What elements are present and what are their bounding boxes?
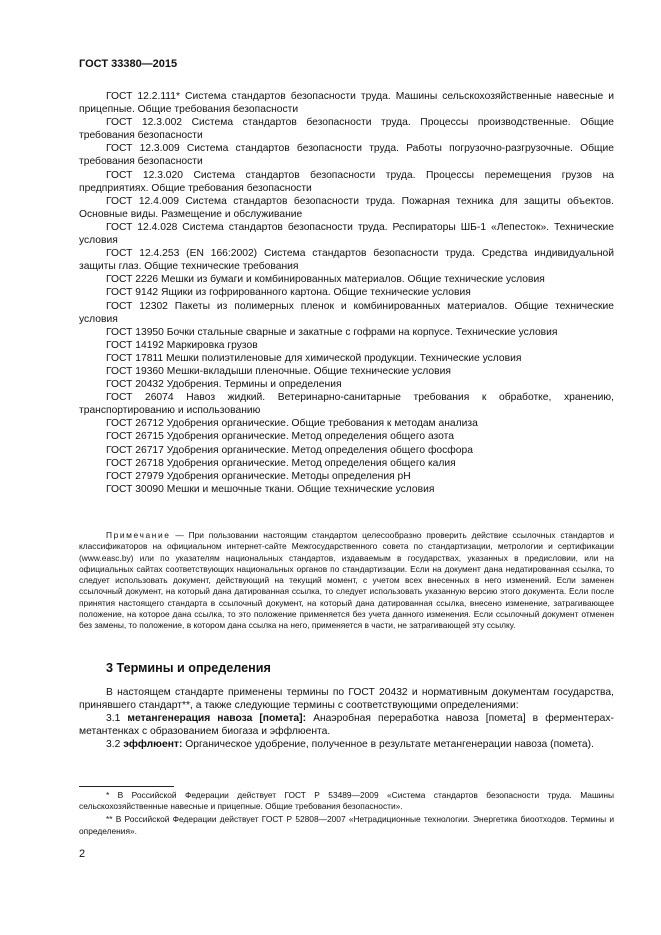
reference-item: ГОСТ 26718 Удобрения органические. Метод определения общего калия — [106, 457, 456, 469]
reference-item: ГОСТ 12302 Пакеты из полимерных пленок и комбинированных материалов. Общие технические условия — [79, 300, 614, 325]
footnote: * В Российской Федерации действует ГОСТ Р 53489—2009 «Система стандартов безопасности труда. Машины сельскохозяйственные навесные и прицепные. Общие требования безопасности». — [79, 790, 614, 812]
term-name: эффлюент: — [123, 739, 183, 751]
term-number: 3.2 — [106, 739, 124, 751]
reference-item: ГОСТ 13950 Бочки стальные сварные и закатные с гофрами на корпусе. Технические условия — [106, 326, 558, 338]
reference-item: ГОСТ 12.4.009 Система стандартов безопасности труда. Пожарная техника для защиты объектов. Основные виды. Размещение и обслуживание — [79, 195, 614, 220]
note-text: — При пользовании настоящим стандартом целесообразно проверить действие ссылочных стандартов и классификаторов на официальном интернет-сайте Межгосударственного совета по стандартизации, метрологии и сертификации (www.easc.by) или по указателям национальных стандартов, издаваемым в государствах, указанных в предисловии, или на официальных сайтах соответствующих национальных органов по стандартизации. Если на документ дана недатированная ссылка, то следует использовать документ, действующий на текущий момент, с учетом всех внесенных в него изменений. Если заменен ссылочный документ, на который дана датированная ссылка, то следует использовать указанную версию этого документа. Если после принятия настоящего стандарта в ссылочный документ, на который дана датированная ссылка, внесено изменение, затрагивающее положение, на которое дана ссылка, то это положение применяется без учета данного изменения. Если ссылочный документ отменен без замены, то положение, в котором дана ссылка на него, применяется в части, не затрагивающей эту ссылку. — [79, 530, 614, 630]
reference-item: ГОСТ 12.3.020 Система стандартов безопасности труда. Процессы перемещения грузов на предприятиях. Общие требования безопасности — [79, 169, 614, 194]
reference-item: ГОСТ 14192 Маркировка грузов — [106, 339, 258, 351]
reference-item: ГОСТ 9142 Ящики из гофрированного картона. Общие технические условия — [106, 287, 471, 299]
reference-item: ГОСТ 30090 Мешки и мешочные ткани. Общие технические условия — [106, 483, 435, 495]
term-text: Органическое удобрение, полученное в результате метангенерации навоза (помета). — [182, 739, 594, 751]
reference-item: ГОСТ 2226 Мешки из бумаги и комбинированных материалов. Общие технические условия — [106, 274, 545, 286]
footnotes — [79, 790, 614, 839]
note-label: Примечание — [106, 530, 171, 540]
reference-item: ГОСТ 26712 Удобрения органические. Общие требования к методам анализа — [106, 418, 478, 430]
document-header: ГОСТ 33380—2015 — [79, 58, 178, 70]
term-definition — [79, 738, 614, 751]
footnote-separator — [79, 786, 174, 787]
reference-item: ГОСТ 26074 Навоз жидкий. Ветеринарно-санитарные требования к обработке, хранению, транспортированию и использованию — [79, 392, 614, 417]
reference-item: ГОСТ 12.4.253 (EN 166:2002) Система стандартов безопасности труда. Средства индивидуальной защиты глаз. Общие технические требования — [79, 248, 614, 273]
reference-item: ГОСТ 12.2.111* Система стандартов безопасности труда. Машины сельскохозяйственные навесные и прицепные. Общие требования безопасности — [79, 91, 614, 116]
footnote: ** В Российской Федерации действует ГОСТ Р 52808—2007 «Нетрадиционные технологии. Энергетика биоотходов. Термины и определения». — [79, 814, 614, 836]
term-definition — [79, 712, 614, 738]
reference-item: ГОСТ 27979 Удобрения органические. Методы определения pH — [106, 470, 411, 482]
term-name: метангенерация навоза [помета]: — [127, 713, 307, 725]
section-body — [79, 686, 614, 751]
term-number: 3.1 — [106, 713, 128, 725]
reference-item: ГОСТ 12.3.002 Система стандартов безопасности труда. Процессы производственные. Общие требования безопасности — [79, 117, 614, 142]
reference-item: ГОСТ 26717 Удобрения органические. Метод определения общего фосфора — [106, 444, 473, 456]
reference-item: ГОСТ 20432 Удобрения. Термины и определения — [106, 379, 342, 391]
reference-note — [79, 530, 614, 631]
reference-item: ГОСТ 12.3.009 Система стандартов безопасности труда. Работы погрузочно-разгрузочные. Общие требования безопасности — [79, 143, 614, 168]
term-text: Анаэробная переработка навоза [помета] в ферментерах-метантенках с образованием биогаза и эффлюента. — [79, 713, 614, 738]
reference-item: ГОСТ 17811 Мешки полиэтиленовые для химической продукции. Технические условия — [106, 352, 522, 364]
reference-item: ГОСТ 26715 Удобрения органические. Метод определения общего азота — [106, 431, 454, 443]
section-title: 3 Термины и определения — [106, 661, 271, 675]
reference-item: ГОСТ 19360 Мешки-вкладыши пленочные. Общие технические условия — [106, 365, 451, 377]
reference-item: ГОСТ 12.4.028 Система стандартов безопасности труда. Респираторы ШБ-1 «Лепесток». Технические условия — [79, 221, 614, 247]
section-intro: В настоящем стандарте применены термины по ГОСТ 20432 и нормативным документам государства, принявшего стандарт**, а также следующие термины с соответствующими определениями: — [79, 687, 614, 712]
normative-references-list — [79, 90, 614, 496]
page-number: 2 — [79, 848, 86, 860]
